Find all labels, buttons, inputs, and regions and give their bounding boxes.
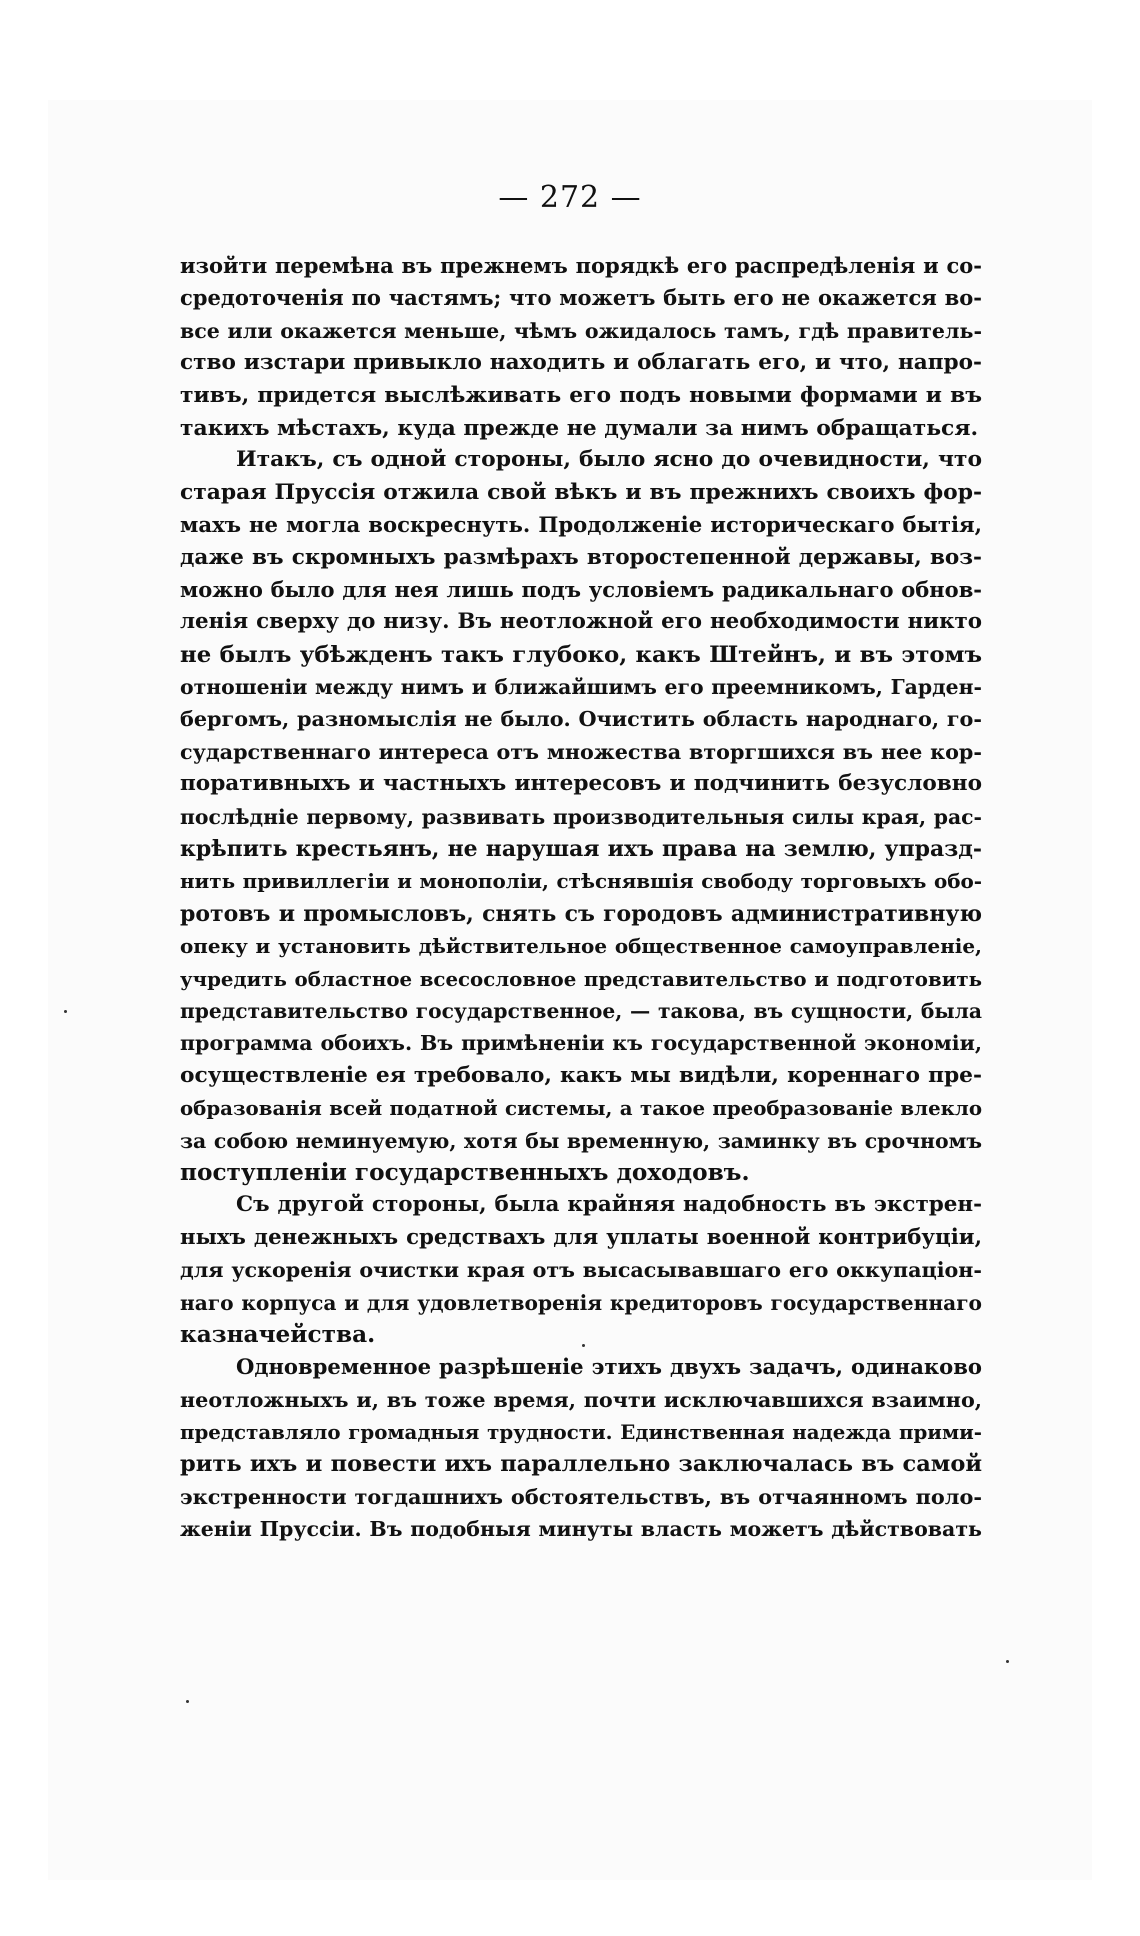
text-line: можно было для нея лишь подъ условіемъ радикальнаго обнов- <box>180 576 982 602</box>
text-line: программа обоихъ. Въ примѣненіи къ государственной экономіи, <box>180 1031 982 1056</box>
text-line: старая Пруссія отжила свой вѣкъ и въ прежнихъ своихъ фор- <box>180 479 982 505</box>
scan-speck <box>1006 1660 1009 1663</box>
text-line: ство изстари привыкло находить и облагать его, и что, напро- <box>180 350 982 376</box>
text-line: Итакъ, съ одной стороны, было ясно до очевидности, что <box>236 447 982 473</box>
text-line: Одновременное разрѣшеніе этихъ двухъ задачъ, одинаково <box>236 1354 982 1380</box>
text-line: неотложныхъ и, въ тоже время, почти исключавшихся взаимно, <box>180 1387 982 1412</box>
text-line: учредить областное всесословное представительство и подготовить <box>180 966 982 991</box>
page-number: — 272 — <box>498 180 642 215</box>
text-line: сударственнаго интереса отъ множества вторгшихся въ нее кор- <box>180 739 982 764</box>
text-line: поративныхъ и частныхъ интересовъ и подчинить безусловно <box>180 771 982 797</box>
text-line: ленія сверху до низу. Въ неотложной его необходимости никто <box>180 609 982 635</box>
text-line: рить ихъ и повести ихъ параллельно заключалась въ самой <box>180 1451 982 1478</box>
text-line: махъ не могла воскреснуть. Продолженіе историческаго бытія, <box>180 512 982 538</box>
text-line: ротовъ и промысловъ, снять съ городовъ административную <box>180 900 982 927</box>
text-line: казначейства. <box>180 1320 376 1348</box>
paragraph-1 <box>180 250 982 444</box>
text-line: женіи Пруссіи. Въ подобныя минуты власть можетъ дѣйствовать <box>180 1517 982 1542</box>
paragraph-3 <box>180 1189 982 1351</box>
text-line: бергомъ, разномыслія не было. Очистить область народнаго, го- <box>180 707 982 732</box>
text-line: отношеніи между нимъ и ближайшимъ его преемникомъ, Гарден- <box>180 675 982 700</box>
text-line: все или окажется меньше, чѣмъ ожидалось тамъ, гдѣ правитель- <box>180 318 982 343</box>
text-line: поступленіи государственныхъ доходовъ. <box>180 1158 750 1186</box>
scan-speck <box>186 1700 189 1703</box>
text-line: даже въ скромныхъ размѣрахъ второстепенной державы, воз- <box>180 544 982 570</box>
text-line: наго корпуса и для удовлетворенія кредиторовъ государственнаго <box>180 1290 982 1315</box>
text-line: ныхъ денежныхъ средствахъ для уплаты военной контрибуціи, <box>180 1224 982 1250</box>
text-line: средоточенія по частямъ; что можетъ быть его не окажется во- <box>180 285 982 311</box>
text-line: осуществленіе ея требовало, какъ мы видѣли, кореннаго пре- <box>180 1062 982 1088</box>
text-line: изойти перемѣна въ прежнемъ порядкѣ его распредѣленія и со- <box>180 253 982 278</box>
text-line: нить привиллегіи и монополіи, стѣснявшія свободу торговыхъ обо- <box>180 869 982 894</box>
text-line: такихъ мѣстахъ, куда прежде не думали за нимъ обращаться. <box>180 414 979 441</box>
paragraph-4 <box>180 1351 982 1545</box>
text-line: представляло громадныя трудности. Единственная надежда прими- <box>180 1420 982 1445</box>
scan-speck <box>64 1010 67 1013</box>
text-line: за собою неминуемую, хотя бы временную, заминку въ срочномъ <box>180 1128 982 1153</box>
paragraph-2 <box>180 444 982 1189</box>
text-line: тивъ, придется выслѣживать его подъ новыми формами и въ <box>180 382 982 408</box>
text-line: не былъ убѣжденъ такъ глубоко, какъ Штейнъ, и въ этомъ <box>180 641 982 668</box>
text-line: крѣпить крестьянъ, не нарушая ихъ права на землю, упразд- <box>180 836 982 863</box>
text-line: экстренности тогдашнихъ обстоятельствъ, въ отчаянномъ поло- <box>180 1483 982 1509</box>
text-line: представительство государственное, — такова, въ сущности, была <box>180 998 982 1023</box>
text-line: опеку и установить дѣйствительное общественное самоуправленіе, <box>180 934 982 959</box>
text-line: для ускоренія очистки края отъ высасывавшаго его оккупаціон- <box>180 1258 982 1283</box>
text-line: Съ другой стороны, была крайняя надобность въ экстрен- <box>236 1192 982 1218</box>
text-line: послѣдніе первому, развивать производительныя силы края, рас- <box>180 804 982 829</box>
scan-speck <box>582 1344 585 1347</box>
text-line: образованія всей податной системы, а такое преобразованіе влекло <box>180 1096 982 1121</box>
body-text <box>180 250 982 1546</box>
